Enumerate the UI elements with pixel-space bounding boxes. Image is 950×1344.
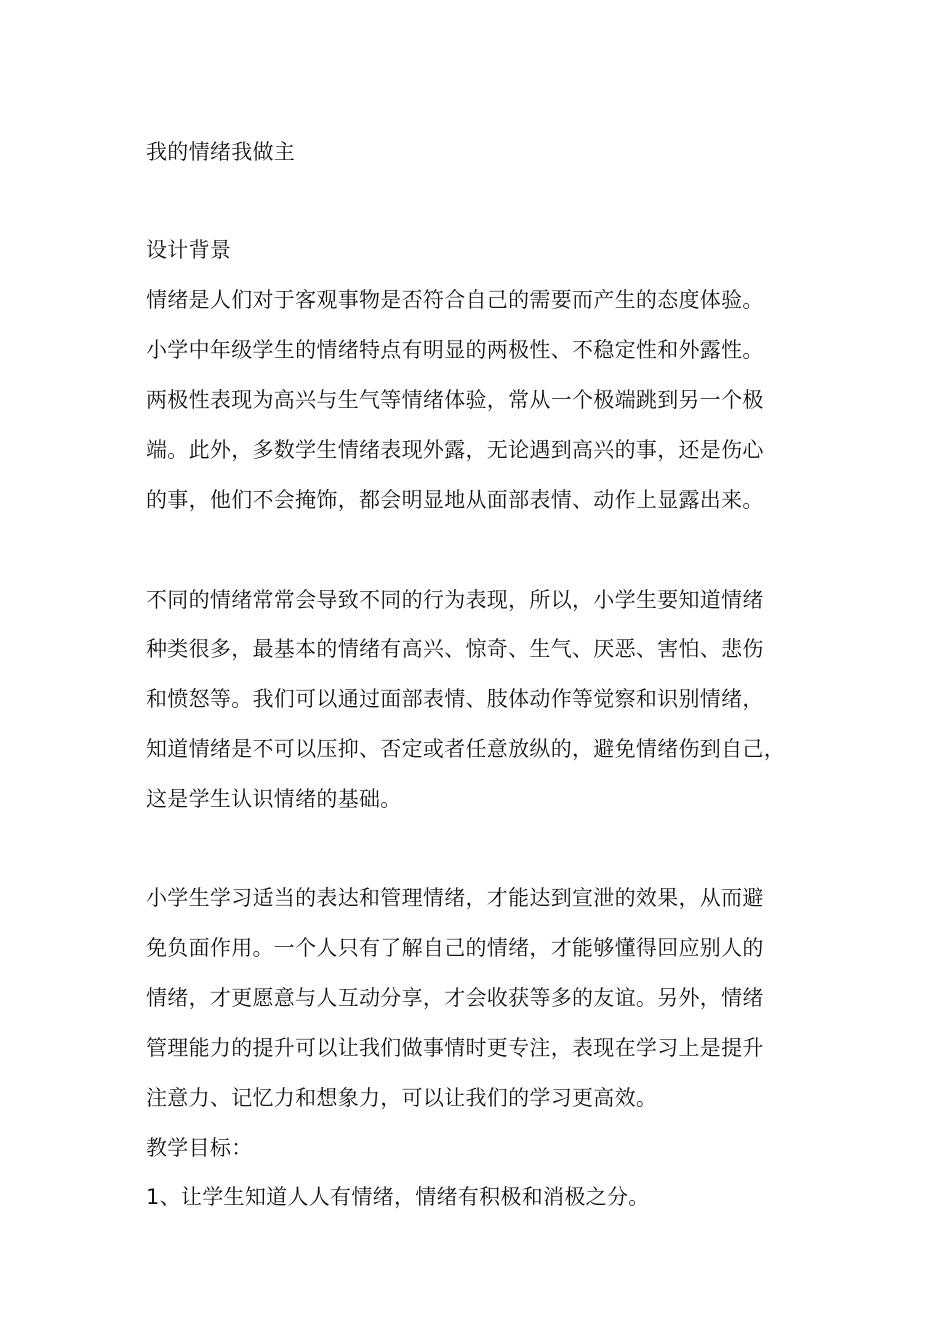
paragraph-3-line-1: 小学生学习适当的表达和管理情绪，才能达到宣泄的效果，从而避 (146, 886, 764, 910)
paragraph-2-line-4: 知道情绪是不可以压抑、否定或者任意放纵的，避免情绪伤到自己， (146, 737, 785, 761)
paragraph-1-line-4: 端。此外，多数学生情绪表现外露，无论遇到高兴的事，还是伤心 (146, 438, 764, 462)
paragraph-3-line-3: 情绪，才更愿意与人互动分享，才会收获等多的友谊。另外，情绪 (146, 986, 764, 1010)
objectives-heading: 教学目标： (146, 1136, 253, 1160)
paragraph-2-line-5: 这是学生认识情绪的基础。 (146, 787, 402, 811)
objective-item-1: 1、让学生知道人人有情绪，情绪有积极和消极之分。 (146, 1185, 650, 1209)
paragraph-1-line-2: 小学中年级学生的情绪特点有明显的两极性、不稳定性和外露性。 (146, 338, 764, 362)
section-heading-design-background: 设计背景 (146, 238, 232, 262)
paragraph-3-line-4: 管理能力的提升可以让我们做事情时更专注，表现在学习上是提升 (146, 1036, 764, 1060)
paragraph-1-line-1: 情绪是人们对于客观事物是否符合自己的需要而产生的态度体验。 (146, 288, 764, 312)
paragraph-1-line-3: 两极性表现为高兴与生气等情绪体验，常从一个极端跳到另一个极 (146, 388, 764, 412)
paragraph-3-line-5: 注意力、记忆力和想象力，可以让我们的学习更高效。 (146, 1086, 658, 1110)
document-title: 我的情绪我做主 (146, 140, 296, 164)
paragraph-3-line-2: 免负面作用。一个人只有了解自己的情绪，才能够懂得回应别人的 (146, 936, 764, 960)
paragraph-2-line-2: 种类很多，最基本的情绪有高兴、惊奇、生气、厌恶、害怕、悲伤 (146, 637, 764, 661)
paragraph-2-line-1: 不同的情绪常常会导致不同的行为表现，所以，小学生要知道情绪 (146, 588, 764, 612)
paragraph-1-line-5: 的事，他们不会掩饰，都会明显地从面部表情、动作上显露出来。 (146, 488, 764, 512)
paragraph-2-line-3: 和愤怒等。我们可以通过面部表情、肢体动作等觉察和识别情绪， (146, 687, 764, 711)
